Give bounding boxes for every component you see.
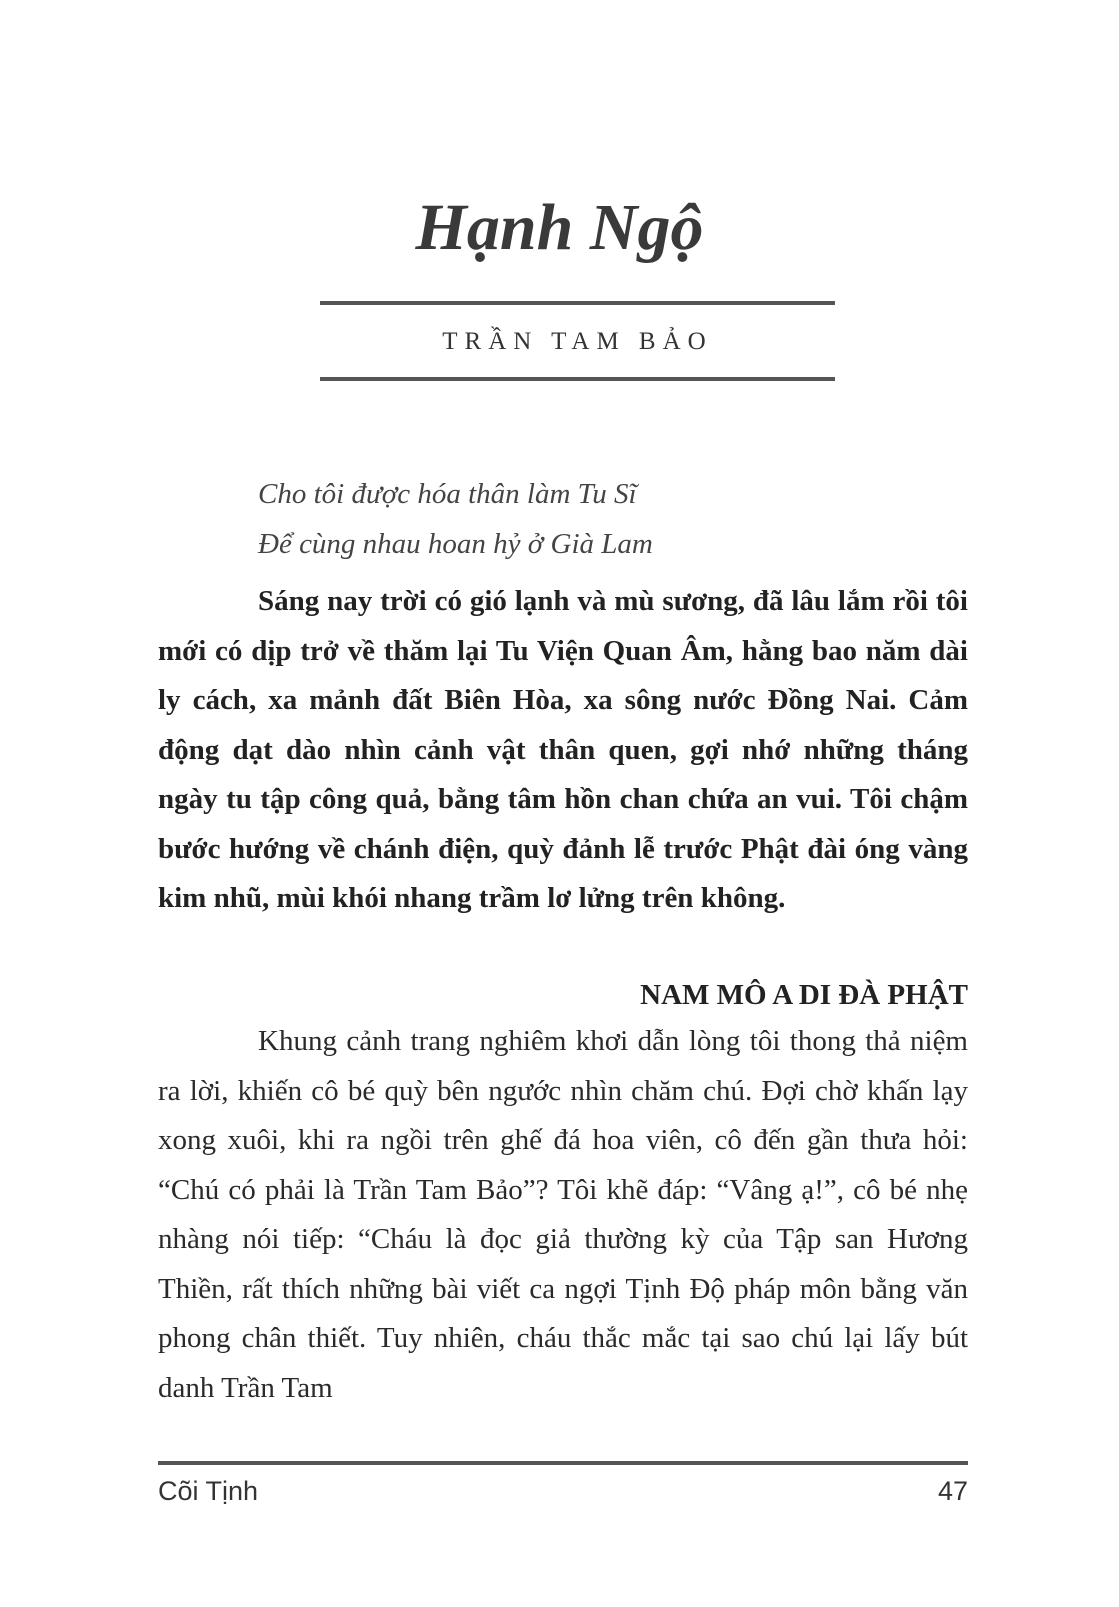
article-title: Hạnh Ngộ [415, 191, 704, 264]
poem-line-2: Để cùng nhau hoan hỷ ở Già Lam [258, 528, 653, 560]
title-divider-top [320, 301, 835, 305]
body-paragraph: Khung cảnh trang nghiêm khơi dẫn lòng tôi thong thả niệm ra lời, khiến cô bé quỳ bên ngước nhìn chăm chú. Đợi chờ khấn lạy xong xuôi, khi ra ngồi trên ghế đá hoa viên, cô đến gần thưa hỏi: “Chú có phải là Trần Tam Bảo”? Tôi khẽ đáp: “Vâng ạ!”, cô bé nhẹ nhàng nói tiếp: “Cháu là đọc giả thường kỳ của Tập san Hương Thiền, rất thích những bài viết ca ngợi Tịnh Độ pháp môn bằng văn phong chân thiết. Tuy nhiên, cháu thắc mắc tại sao chú lại lấy bút danh Trần Tam [158, 1025, 968, 1404]
footer-publication: Cõi Tịnh [158, 1476, 259, 1506]
bold-paragraph: Sáng nay trời có gió lạnh và mù sương, đã lâu lắm rồi tôi mới có dịp trở về thăm lại Tu Viện Quan Âm, hằng bao năm dài ly cách, xa mảnh đất Biên Hòa, xa sông nước Đồng Nai. Cảm động dạt dào nhìn cảnh vật thân quen, gợi nhớ những tháng ngày tu tập công quả, bằng tâm hồn chan chứa an vui. Tôi chậm bước hướng về chánh điện, quỳ đảnh lễ trước Phật đài óng vàng kim nhũ, mùi khói nhang trầm lơ lửng trên không. [158, 585, 968, 914]
author-name: TRẦN TAM BẢO [442, 328, 713, 355]
poem-line-1: Cho tôi được hóa thân làm Tu Sĩ [258, 478, 637, 510]
footer-divider [158, 1461, 968, 1465]
title-divider-bottom [320, 377, 835, 381]
chant-line: NAM MÔ A DI ĐÀ PHẬT [640, 979, 968, 1011]
footer-page-number: 47 [937, 1476, 968, 1506]
